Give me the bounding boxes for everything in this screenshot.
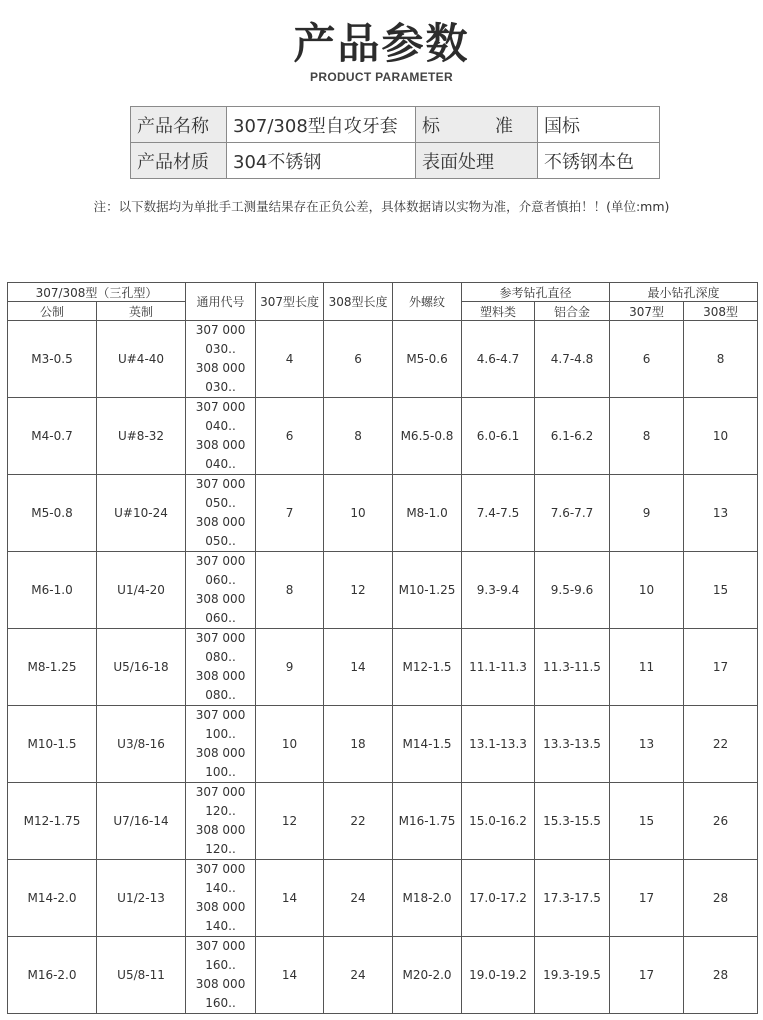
cell-imperial: U1/4-20 (97, 552, 186, 629)
code-line: 308 000 (195, 746, 246, 760)
cell-imperial: U1/2-13 (97, 860, 186, 937)
code-line: 308 000 (195, 823, 246, 837)
cell-metric: M8-1.25 (8, 629, 97, 706)
cell-drill-alloy: 13.3-13.5 (535, 706, 610, 783)
code-line: 080.. (205, 688, 236, 702)
code-line: 308 000 (195, 977, 246, 991)
cell-depth-308: 13 (684, 475, 758, 552)
cell-code (186, 706, 256, 783)
code-line: 050.. (205, 534, 236, 548)
code-line: 307 000 (195, 554, 246, 568)
cell-depth-307: 17 (610, 860, 684, 937)
header-depth-308: 308型 (684, 302, 758, 321)
cell-metric: M14-2.0 (8, 860, 97, 937)
cell-length-307: 10 (256, 706, 324, 783)
cell-thread: M6.5-0.8 (393, 398, 462, 475)
cell-length-308: 18 (324, 706, 393, 783)
spec-standard-label-part1: 标 (422, 115, 440, 137)
header-alloy: 铝合金 (535, 302, 610, 321)
cell-thread: M5-0.6 (393, 321, 462, 398)
cell-length-308: 24 (324, 860, 393, 937)
spec-standard-value: 国标 (538, 107, 660, 143)
cell-length-308: 8 (324, 398, 393, 475)
cell-metric: M4-0.7 (8, 398, 97, 475)
cell-length-307: 9 (256, 629, 324, 706)
cell-code (186, 321, 256, 398)
cell-thread: M18-2.0 (393, 860, 462, 937)
cell-depth-307: 10 (610, 552, 684, 629)
header-imperial: 英制 (97, 302, 186, 321)
code-line: 120.. (205, 804, 236, 818)
cell-depth-307: 17 (610, 937, 684, 1014)
code-line: 040.. (205, 419, 236, 433)
cell-depth-307: 11 (610, 629, 684, 706)
cell-code (186, 475, 256, 552)
cell-depth-307: 9 (610, 475, 684, 552)
spec-row (131, 107, 660, 143)
cell-drill-plastic: 9.3-9.4 (462, 552, 535, 629)
cell-thread: M16-1.75 (393, 783, 462, 860)
cell-imperial: U#10-24 (97, 475, 186, 552)
code-line: 307 000 (195, 323, 246, 337)
header-len307: 307型长度 (256, 283, 324, 321)
cell-drill-plastic: 19.0-19.2 (462, 937, 535, 1014)
cell-imperial: U5/8-11 (97, 937, 186, 1014)
cell-thread: M14-1.5 (393, 706, 462, 783)
code-line: 307 000 (195, 785, 246, 799)
code-line: 307 000 (195, 400, 246, 414)
table-row (8, 706, 758, 783)
header-metric: 公制 (8, 302, 97, 321)
cell-code (186, 860, 256, 937)
code-line: 140.. (205, 919, 236, 933)
code-line: 307 000 (195, 939, 246, 953)
cell-length-307: 4 (256, 321, 324, 398)
spec-material-value: 304不锈钢 (227, 143, 416, 179)
table-row (8, 937, 758, 1014)
table-row (8, 475, 758, 552)
cell-code (186, 783, 256, 860)
spec-name-label: 产品名称 (131, 107, 227, 143)
cell-depth-308: 17 (684, 629, 758, 706)
cell-drill-plastic: 6.0-6.1 (462, 398, 535, 475)
code-line: 060.. (205, 611, 236, 625)
code-line: 160.. (205, 996, 236, 1010)
cell-thread: M12-1.5 (393, 629, 462, 706)
header-depth-307: 307型 (610, 302, 684, 321)
table-row (8, 860, 758, 937)
cell-metric: M16-2.0 (8, 937, 97, 1014)
spec-material-label: 产品材质 (131, 143, 227, 179)
table-header-row (8, 283, 758, 302)
table-row (8, 552, 758, 629)
code-line: 040.. (205, 457, 236, 471)
cell-length-308: 14 (324, 629, 393, 706)
size-table (7, 282, 758, 1014)
cell-length-308: 10 (324, 475, 393, 552)
header-drill-group: 参考钻孔直径 (462, 283, 610, 302)
disclaimer-note: 注：以下数据均为单批手工测量结果存在正负公差，具体数据请以实物为准，介意者慎拍！！(单位:mm) (93, 199, 670, 214)
cell-drill-alloy: 19.3-19.5 (535, 937, 610, 1014)
code-line: 060.. (205, 573, 236, 587)
cell-length-308: 12 (324, 552, 393, 629)
cell-code (186, 937, 256, 1014)
cell-depth-307: 8 (610, 398, 684, 475)
cell-drill-alloy: 11.3-11.5 (535, 629, 610, 706)
code-line: 308 000 (195, 515, 246, 529)
cell-metric: M12-1.75 (8, 783, 97, 860)
spec-surface-label: 表面处理 (416, 143, 538, 179)
code-line: 140.. (205, 881, 236, 895)
code-line: 308 000 (195, 438, 246, 452)
code-line: 100.. (205, 765, 236, 779)
cell-imperial: U3/8-16 (97, 706, 186, 783)
table-row (8, 398, 758, 475)
table-row (8, 629, 758, 706)
cell-thread: M8-1.0 (393, 475, 462, 552)
cell-length-307: 7 (256, 475, 324, 552)
cell-depth-308: 26 (684, 783, 758, 860)
cell-code (186, 552, 256, 629)
cell-depth-307: 15 (610, 783, 684, 860)
cell-depth-308: 8 (684, 321, 758, 398)
spec-row (131, 143, 660, 179)
code-line: 120.. (205, 842, 236, 856)
cell-length-307: 14 (256, 937, 324, 1014)
code-line: 308 000 (195, 900, 246, 914)
cell-drill-plastic: 11.1-11.3 (462, 629, 535, 706)
cell-metric: M10-1.5 (8, 706, 97, 783)
cell-drill-alloy: 17.3-17.5 (535, 860, 610, 937)
cell-drill-alloy: 7.6-7.7 (535, 475, 610, 552)
code-line: 030.. (205, 342, 236, 356)
header-code: 通用代号 (186, 283, 256, 321)
cell-length-307: 8 (256, 552, 324, 629)
cell-length-308: 24 (324, 937, 393, 1014)
page-subtitle: PRODUCT PARAMETER (310, 70, 453, 84)
code-line: 307 000 (195, 631, 246, 645)
spec-table (130, 106, 660, 179)
cell-code (186, 629, 256, 706)
header-depth-group: 最小钻孔深度 (610, 283, 758, 302)
cell-code (186, 398, 256, 475)
code-line: 080.. (205, 650, 236, 664)
cell-length-308: 6 (324, 321, 393, 398)
cell-metric: M3-0.5 (8, 321, 97, 398)
cell-drill-plastic: 7.4-7.5 (462, 475, 535, 552)
cell-imperial: U#4-40 (97, 321, 186, 398)
code-line: 030.. (205, 380, 236, 394)
table-row (8, 321, 758, 398)
cell-depth-308: 28 (684, 860, 758, 937)
code-line: 307 000 (195, 477, 246, 491)
cell-drill-plastic: 17.0-17.2 (462, 860, 535, 937)
code-line: 308 000 (195, 361, 246, 375)
code-line: 307 000 (195, 862, 246, 876)
cell-drill-alloy: 6.1-6.2 (535, 398, 610, 475)
cell-depth-308: 10 (684, 398, 758, 475)
cell-length-307: 14 (256, 860, 324, 937)
cell-imperial: U7/16-14 (97, 783, 186, 860)
cell-thread: M10-1.25 (393, 552, 462, 629)
cell-depth-308: 28 (684, 937, 758, 1014)
cell-drill-alloy: 4.7-4.8 (535, 321, 610, 398)
page-title: 产品参数 (293, 19, 470, 68)
cell-length-308: 22 (324, 783, 393, 860)
header-type-group: 307/308型（三孔型） (8, 283, 186, 302)
cell-depth-307: 6 (610, 321, 684, 398)
header-len308: 308型长度 (324, 283, 393, 321)
header-thread: 外螺纹 (393, 283, 462, 321)
cell-drill-plastic: 13.1-13.3 (462, 706, 535, 783)
spec-standard-label-part2: 准 (495, 115, 513, 137)
spec-standard-label (416, 107, 538, 143)
cell-thread: M20-2.0 (393, 937, 462, 1014)
code-line: 160.. (205, 958, 236, 972)
cell-metric: M5-0.8 (8, 475, 97, 552)
cell-drill-plastic: 4.6-4.7 (462, 321, 535, 398)
spec-surface-value: 不锈钢本色 (538, 143, 660, 179)
cell-depth-308: 15 (684, 552, 758, 629)
table-row (8, 783, 758, 860)
cell-imperial: U5/16-18 (97, 629, 186, 706)
cell-drill-plastic: 15.0-16.2 (462, 783, 535, 860)
cell-drill-alloy: 15.3-15.5 (535, 783, 610, 860)
header-plastic: 塑料类 (462, 302, 535, 321)
cell-imperial: U#8-32 (97, 398, 186, 475)
cell-depth-307: 13 (610, 706, 684, 783)
code-line: 307 000 (195, 708, 246, 722)
code-line: 308 000 (195, 592, 246, 606)
code-line: 308 000 (195, 669, 246, 683)
cell-length-307: 12 (256, 783, 324, 860)
cell-metric: M6-1.0 (8, 552, 97, 629)
cell-drill-alloy: 9.5-9.6 (535, 552, 610, 629)
spec-name-value: 307/308型自攻牙套 (227, 107, 416, 143)
code-line: 100.. (205, 727, 236, 741)
code-line: 050.. (205, 496, 236, 510)
cell-depth-308: 22 (684, 706, 758, 783)
cell-length-307: 6 (256, 398, 324, 475)
